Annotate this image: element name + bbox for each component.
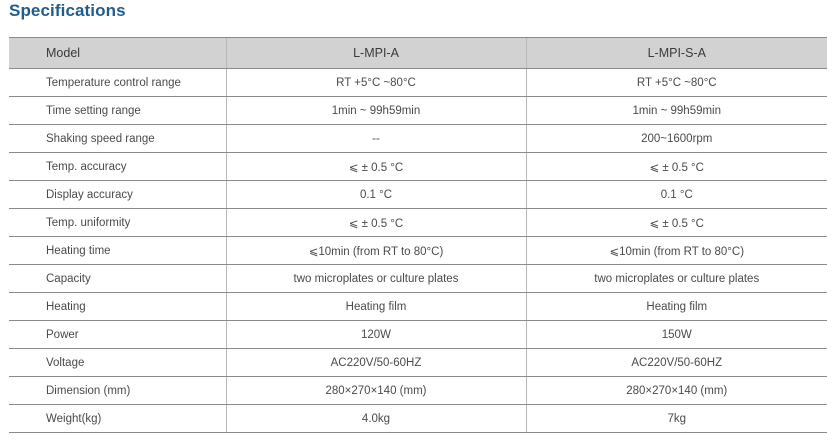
cell-l-mpi-a: 120W bbox=[226, 321, 526, 349]
row-label: Dimension (mm) bbox=[9, 377, 226, 405]
table-row bbox=[9, 293, 827, 321]
cell-l-mpi-s-a: 0.1 °C bbox=[526, 181, 827, 209]
table-row bbox=[9, 153, 827, 181]
cell-l-mpi-s-a: AC220V/50-60HZ bbox=[526, 349, 827, 377]
table-row bbox=[9, 321, 827, 349]
cell-l-mpi-a: 280×270×140 (mm) bbox=[226, 377, 526, 405]
page-title: Specifications bbox=[9, 1, 126, 20]
table-row bbox=[9, 69, 827, 97]
cell-l-mpi-a: 4.0kg bbox=[226, 405, 526, 433]
row-label: Temp. accuracy bbox=[9, 153, 226, 181]
table-row bbox=[9, 125, 827, 153]
row-label: Display accuracy bbox=[9, 181, 226, 209]
row-label: Power bbox=[9, 321, 226, 349]
cell-l-mpi-s-a: Heating film bbox=[526, 293, 827, 321]
row-label: Temperature control range bbox=[9, 69, 226, 97]
cell-l-mpi-a: -- bbox=[226, 125, 526, 153]
table-row bbox=[9, 377, 827, 405]
row-label: Temp. uniformity bbox=[9, 209, 226, 237]
row-label: Shaking speed range bbox=[9, 125, 226, 153]
cell-l-mpi-s-a: RT +5°C ~80°C bbox=[526, 69, 827, 97]
cell-l-mpi-s-a: ⩽ ± 0.5 °C bbox=[526, 153, 827, 181]
row-label: Heating bbox=[9, 293, 226, 321]
cell-l-mpi-a: ⩽ ± 0.5 °C bbox=[226, 153, 526, 181]
cell-l-mpi-a: 1min ~ 99h59min bbox=[226, 97, 526, 125]
table-row bbox=[9, 209, 827, 237]
table-row bbox=[9, 349, 827, 377]
row-label: Time setting range bbox=[9, 97, 226, 125]
cell-l-mpi-s-a: 1min ~ 99h59min bbox=[526, 97, 827, 125]
cell-l-mpi-a: two microplates or culture plates bbox=[226, 265, 526, 293]
cell-l-mpi-a: AC220V/50-60HZ bbox=[226, 349, 526, 377]
table-row bbox=[9, 405, 827, 433]
row-label: Capacity bbox=[9, 265, 226, 293]
table-row bbox=[9, 265, 827, 293]
cell-l-mpi-s-a: ⩽ ± 0.5 °C bbox=[526, 209, 827, 237]
table-body bbox=[9, 69, 827, 433]
cell-l-mpi-a: Heating film bbox=[226, 293, 526, 321]
cell-l-mpi-s-a: 150W bbox=[526, 321, 827, 349]
header-l-mpi-a: L-MPI-A bbox=[226, 38, 526, 69]
table-header-row bbox=[9, 38, 827, 69]
cell-l-mpi-s-a: 280×270×140 (mm) bbox=[526, 377, 827, 405]
cell-l-mpi-a: 0.1 °C bbox=[226, 181, 526, 209]
cell-l-mpi-s-a: 200~1600rpm bbox=[526, 125, 827, 153]
cell-l-mpi-s-a: two microplates or culture plates bbox=[526, 265, 827, 293]
cell-l-mpi-a: ⩽10min (from RT to 80°C) bbox=[226, 237, 526, 265]
cell-l-mpi-s-a: ⩽10min (from RT to 80°C) bbox=[526, 237, 827, 265]
row-label: Weight(kg) bbox=[9, 405, 226, 433]
cell-l-mpi-a: ⩽ ± 0.5 °C bbox=[226, 209, 526, 237]
table-row bbox=[9, 97, 827, 125]
header-l-mpi-s-a: L-MPI-S-A bbox=[526, 38, 827, 69]
table-row bbox=[9, 181, 827, 209]
table-row bbox=[9, 237, 827, 265]
header-model: Model bbox=[9, 38, 226, 69]
cell-l-mpi-s-a: 7kg bbox=[526, 405, 827, 433]
row-label: Voltage bbox=[9, 349, 226, 377]
specifications-table bbox=[9, 37, 827, 433]
cell-l-mpi-a: RT +5°C ~80°C bbox=[226, 69, 526, 97]
row-label: Heating time bbox=[9, 237, 226, 265]
